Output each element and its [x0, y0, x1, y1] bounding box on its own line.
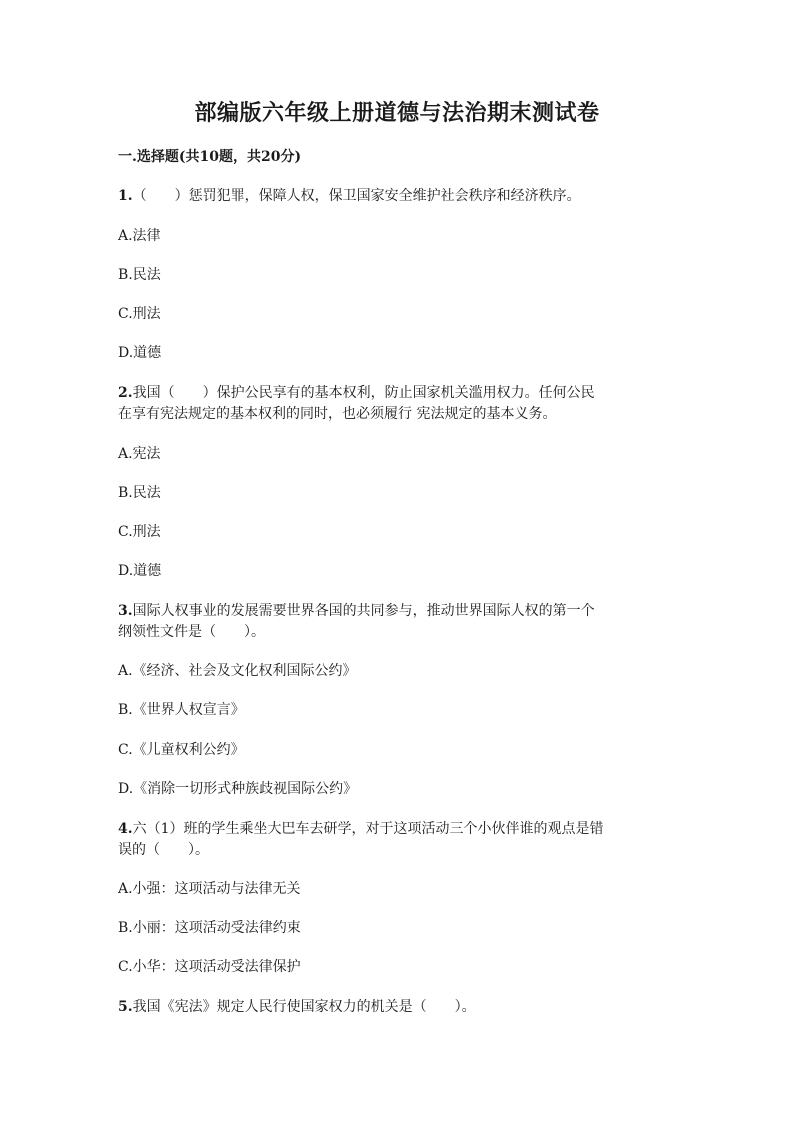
question-2-text — [118, 383, 595, 404]
question-3-number: 3. — [118, 603, 133, 619]
question-1-number: 1. — [118, 188, 133, 204]
question-1-option-d: D.道德 — [118, 345, 162, 361]
question-3-option-b: B.《世界人权宣言》 — [118, 702, 245, 718]
question-1-option-c: C.刑法 — [118, 306, 161, 322]
question-3-line-2: 纲领性文件是（ ）。 — [118, 624, 265, 640]
question-2-option-a: A.宪法 — [118, 446, 161, 462]
question-5-line-1: 我国《宪法》规定人民行使国家权力的机关是（ ）。 — [132, 999, 476, 1015]
question-3-option-c: C.《儿童权利公约》 — [118, 742, 245, 758]
question-3-option-a: A.《经济、社会及文化权利国际公约》 — [118, 663, 357, 679]
question-1-line-1: （ ）惩罚犯罪，保障人权，保卫国家安全维护社会秩序和经济秩序。 — [132, 188, 581, 204]
question-5-text — [118, 997, 476, 1018]
question-4-option-c: C.小华：这项活动受法律保护 — [118, 959, 301, 975]
question-2-line-1: 我国（ ）保护公民享有的基本权利，防止国家机关滥用权力。任何公民 — [132, 385, 595, 401]
question-1-option-b: B.民法 — [118, 267, 161, 283]
section-heading: 一.选择题(共10题，共20分) — [118, 149, 302, 165]
question-4-option-a: A.小强：这项活动与法律无关 — [118, 881, 301, 897]
page-title: 部编版六年级上册道德与法治期末测试卷 — [194, 100, 600, 126]
question-5-number: 5. — [118, 999, 133, 1015]
question-1-option-a: A.法律 — [118, 228, 161, 244]
question-2-option-c: C.刑法 — [118, 524, 161, 540]
question-3-text — [118, 601, 595, 622]
question-4-number: 4. — [118, 821, 133, 837]
question-3-option-d: D.《消除一切形式种族歧视国际公约》 — [118, 781, 358, 797]
question-2-line-2: 在享有宪法规定的基本权利的同时，也必须履行 宪法规定的基本义务。 — [118, 406, 557, 422]
question-4-line-1: 六（1）班的学生乘坐大巴车去研学，对于这项活动三个小伙伴谁的观点是错 — [132, 821, 604, 837]
question-2-option-b: B.民法 — [118, 485, 161, 501]
question-4-text — [118, 819, 604, 840]
question-3-line-1: 国际人权事业的发展需要世界各国的共同参与，推动世界国际人权的第一个 — [132, 603, 595, 619]
question-2-number: 2. — [118, 385, 133, 401]
question-4-line-2: 误的（ ）。 — [118, 842, 209, 858]
question-1-text — [118, 186, 581, 207]
question-2-option-d: D.道德 — [118, 563, 162, 579]
question-4-option-b: B.小丽：这项活动受法律约束 — [118, 920, 301, 936]
